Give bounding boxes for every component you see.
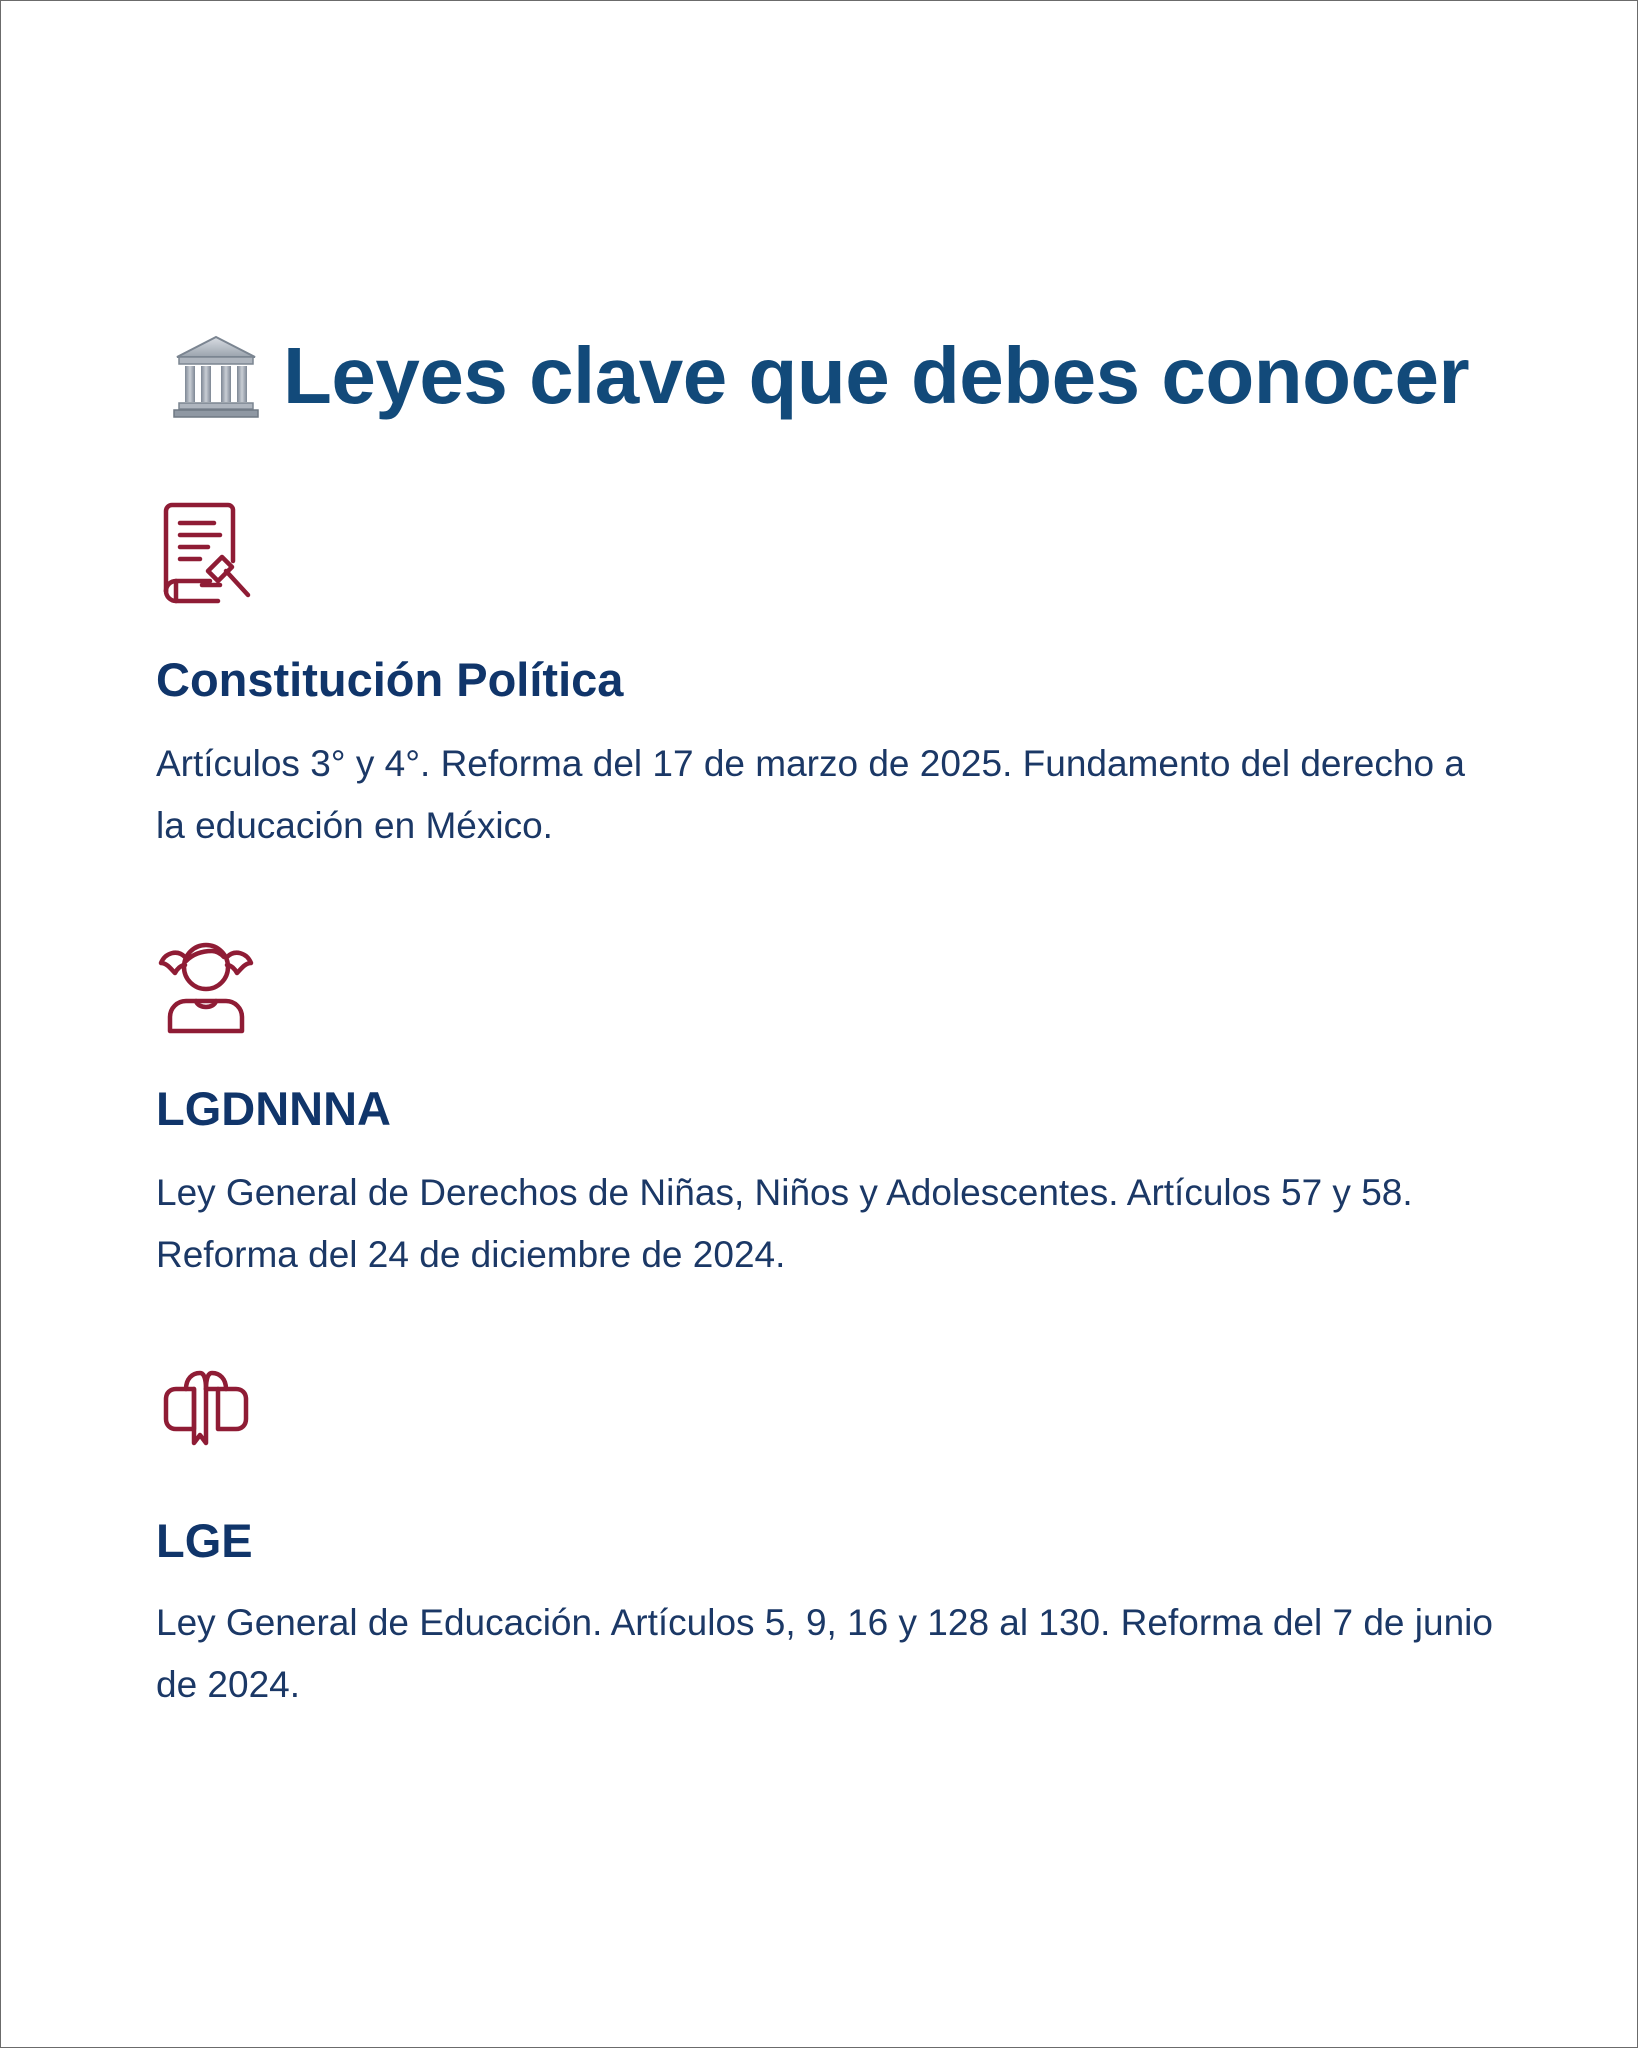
classical-building-icon — [171, 331, 261, 421]
law-item-constitucion — [156, 501, 1496, 846]
page-title-text: Leyes clave que debes conocer — [283, 331, 1470, 420]
page-title — [171, 331, 1469, 421]
law-description: Ley General de Derechos de Niñas, Niños y Adolescentes. Artículos 57 y 58. Reforma del 24 de diciembre de 2024. — [156, 1172, 1413, 1275]
law-description: Ley General de Educación. Artículos 5, 9, 16 y 128 al 130. Reforma del 7 de junio de 2024. — [156, 1602, 1493, 1705]
child-girl-icon — [156, 931, 256, 1039]
law-name: LGE — [156, 1514, 253, 1567]
law-item-lge — [156, 1361, 1496, 1705]
law-description: Artículos 3° y 4°. Reforma del 17 de marzo de 2025. Fundamento del derecho a la educación en México. — [156, 743, 1465, 846]
law-name: LGDNNNA — [156, 1082, 391, 1135]
law-book-gavel-icon — [156, 501, 256, 609]
law-item-lgdnnna — [156, 931, 1496, 1275]
open-book-bookmark-icon — [156, 1361, 256, 1469]
law-name: Constitución Política — [156, 653, 624, 706]
